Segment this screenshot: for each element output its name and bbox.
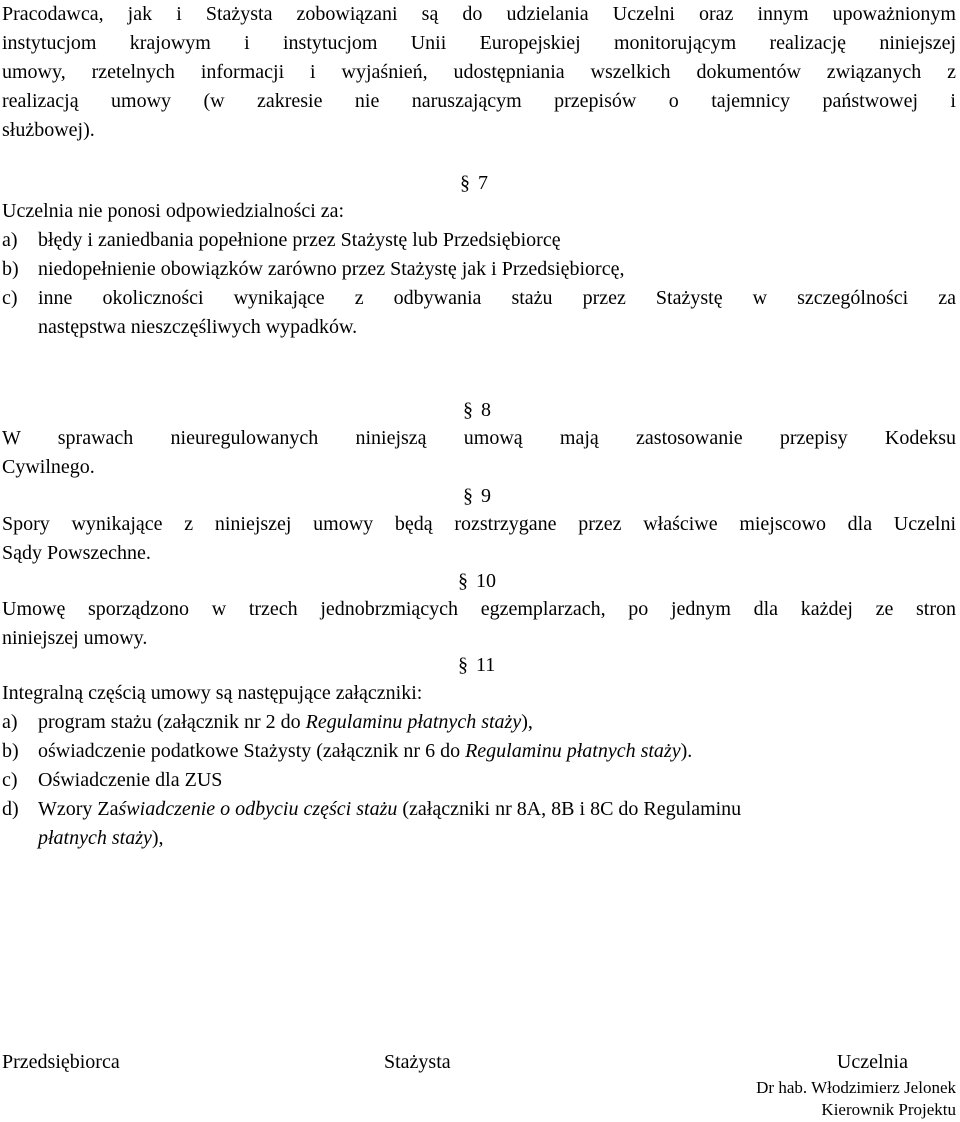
section-heading-7 bbox=[460, 170, 488, 196]
intro-paragraph bbox=[2, 0, 956, 145]
item-text-italic: Regulaminu płatnych staży bbox=[305, 711, 522, 733]
item-text-part: (załączniki nr 8A, 8B i 8C do Regulaminu bbox=[397, 798, 742, 820]
signature-intern: Stażysta bbox=[384, 1051, 451, 1073]
list-marker: c) bbox=[2, 287, 18, 309]
section-8-text bbox=[2, 424, 956, 482]
item-text-part: ), bbox=[521, 711, 533, 733]
list-item bbox=[2, 737, 956, 766]
signer-title: Kierownik Projektu bbox=[821, 1100, 956, 1119]
paragraph-sign: § bbox=[458, 654, 468, 676]
section-text-line: Umowę sporządzono w trzech jednobrzmiących egzemplarzach, po jednym dla każdej ze stron bbox=[2, 598, 956, 620]
item-text-part: ). bbox=[680, 740, 693, 762]
list-marker: b) bbox=[2, 258, 19, 280]
section-text-line: niniejszej umowy. bbox=[2, 627, 148, 649]
section-text-line: Sądy Powszechne. bbox=[2, 542, 151, 564]
list-marker: d) bbox=[2, 798, 19, 820]
intro-line: realizacją umowy (w zakresie nie naruszającym przepisów o tajemnicy państwowej i bbox=[2, 90, 956, 112]
list-item-text bbox=[38, 708, 956, 737]
section-9-text bbox=[2, 510, 956, 568]
section-11-lead bbox=[2, 679, 956, 708]
section-number: 9 bbox=[481, 485, 491, 507]
list-marker: a) bbox=[2, 711, 18, 733]
section-text-line: Cywilnego. bbox=[2, 456, 95, 478]
section-number: 10 bbox=[476, 570, 496, 592]
list-item-text bbox=[38, 737, 956, 766]
list-item bbox=[2, 255, 956, 284]
list-item bbox=[2, 284, 956, 342]
list-item bbox=[2, 766, 956, 795]
list-item-text: następstwa nieszczęśliwych wypadków. bbox=[38, 316, 358, 338]
section-10-text bbox=[2, 595, 956, 653]
section-heading-10 bbox=[458, 568, 496, 594]
paragraph-sign: § bbox=[463, 399, 473, 421]
signer-name: Dr hab. Włodzimierz Jelonek bbox=[756, 1078, 956, 1097]
section-lead-text: Uczelnia nie ponosi odpowiedzialności za: bbox=[2, 200, 345, 222]
list-item-text: inne okoliczności wynikające z odbywania stażu przez Stażystę w szczególności za bbox=[38, 287, 956, 309]
signature-entrepreneur: Przedsiębiorca bbox=[2, 1051, 120, 1073]
section-number: 11 bbox=[476, 654, 496, 676]
list-item-text bbox=[38, 824, 956, 853]
list-marker: c) bbox=[2, 769, 18, 791]
item-text-italic: płatnych staży bbox=[38, 827, 152, 849]
section-lead-text: Integralną częścią umowy są następujące załączniki: bbox=[2, 682, 423, 704]
intro-line: służbowej). bbox=[2, 119, 95, 141]
list-marker: a) bbox=[2, 229, 18, 251]
signature-university: Uczelnia bbox=[836, 1051, 908, 1073]
section-heading-9 bbox=[463, 483, 491, 509]
intro-line: instytucjom krajowym i instytucjom Unii Europejskiej monitorującym realizację niniejszej bbox=[2, 32, 956, 54]
item-text-part: program stażu (załącznik nr 2 do bbox=[38, 711, 306, 733]
section-7-list bbox=[2, 226, 956, 342]
section-text-line: Spory wynikające z niniejszej umowy będą rozstrzygane przez właściwe miejscowo dla Uczelni bbox=[2, 513, 956, 535]
section-11-list bbox=[2, 708, 956, 853]
section-number: 8 bbox=[481, 399, 491, 421]
intro-line: Pracodawca, jak i Stażysta zobowiązani są do udzielania Uczelni oraz innym upoważnionym bbox=[2, 3, 956, 25]
item-text-italic: Regulaminu płatnych staży bbox=[465, 740, 681, 762]
paragraph-sign: § bbox=[458, 570, 468, 592]
list-item-text: niedopełnienie obowiązków zarówno przez Stażystę jak i Przedsiębiorcę, bbox=[38, 258, 625, 280]
paragraph-sign: § bbox=[460, 172, 470, 194]
section-heading-8 bbox=[463, 397, 491, 423]
item-text-part: Wzory Za bbox=[38, 798, 119, 820]
item-text-part: oświadczenie podatkowe Stażysty (załącznik nr 6 do bbox=[38, 740, 466, 762]
list-marker: b) bbox=[2, 740, 19, 762]
paragraph-sign: § bbox=[463, 485, 473, 507]
section-7-lead bbox=[2, 197, 956, 226]
section-text-line: W sprawach nieuregulowanych niniejszą umową mają zastosowanie przepisy Kodeksu bbox=[2, 427, 956, 449]
list-item-text bbox=[38, 795, 956, 824]
item-text-part: ), bbox=[151, 827, 164, 849]
intro-line: umowy, rzetelnych informacji i wyjaśnień, udostępniania wszelkich dokumentów związanych z bbox=[2, 61, 956, 83]
list-item bbox=[2, 226, 956, 255]
item-text-italic: świadczenie o odbyciu części stażu bbox=[118, 798, 398, 820]
section-heading-11 bbox=[458, 652, 495, 678]
list-item bbox=[2, 795, 956, 853]
list-item-text: Oświadczenie dla ZUS bbox=[38, 769, 223, 791]
list-item bbox=[2, 708, 956, 737]
section-number: 7 bbox=[478, 172, 488, 194]
list-item-text: błędy i zaniedbania popełnione przez Stażystę lub Przedsiębiorcę bbox=[38, 229, 561, 251]
